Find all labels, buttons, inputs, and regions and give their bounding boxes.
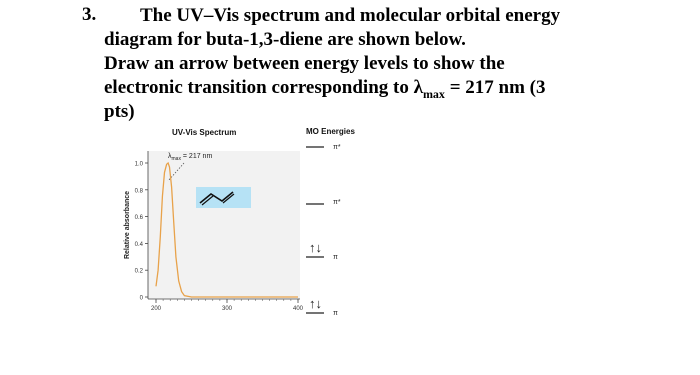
y-tick-label: 1.0	[134, 161, 143, 168]
mo-energy-diagram	[300, 138, 370, 328]
mo-level-label: π	[333, 254, 338, 261]
question-number: 3.	[82, 4, 97, 25]
mo-electrons: ↑↓	[309, 240, 322, 255]
question-line-3: Draw an arrow between energy levels to show the	[104, 53, 505, 74]
mo-title: MO Energies	[306, 127, 355, 136]
mo-level-label: π*	[333, 144, 341, 151]
question-line-4-sub: max	[422, 86, 445, 101]
uv-vis-spectrum-chart	[120, 145, 310, 325]
mo-level-pi-star-1	[306, 199, 341, 206]
spectrum-title: UV-Vis Spectrum	[172, 128, 237, 137]
mo-electrons: ↑↓	[309, 296, 322, 311]
x-tick-label: 400	[292, 306, 304, 312]
mo-level-pi-2	[306, 240, 338, 261]
y-tick-label: 0.4	[134, 241, 143, 248]
lambda-sub: max	[171, 156, 181, 162]
question-line-4	[104, 76, 546, 106]
y-tick-label: 0	[139, 295, 143, 302]
question-line-4-prefix: electronic transition corresponding to λ	[104, 77, 423, 98]
mo-level-pi-star-2	[306, 144, 341, 151]
y-tick-label: 0.8	[134, 188, 143, 195]
question-line-5: pts)	[104, 101, 135, 122]
molecule-highlight-box	[196, 187, 251, 208]
x-minor-ticks	[156, 299, 298, 301]
x-tick-label: 300	[221, 306, 233, 312]
mo-level-label: π*	[333, 199, 341, 206]
question-line-2: diagram for buta-1,3-diene are shown below.	[104, 29, 466, 50]
y-tick-label: 0.6	[134, 215, 143, 222]
lambda-symbol: λ	[168, 153, 172, 160]
butadiene-highlight	[196, 187, 251, 208]
mo-level-label: π	[333, 310, 338, 317]
question-line-1: The UV–Vis spectrum and molecular orbital energy	[140, 5, 561, 26]
x-tick-label: 200	[150, 306, 162, 312]
mo-level-pi-1	[306, 296, 338, 317]
y-axis-label: Relative absorbance	[124, 190, 131, 260]
lambda-value: = 217 nm	[180, 153, 213, 160]
y-tick-label: 0.2	[134, 268, 143, 275]
question-line-4-suffix: = 217 nm (3	[444, 77, 546, 98]
